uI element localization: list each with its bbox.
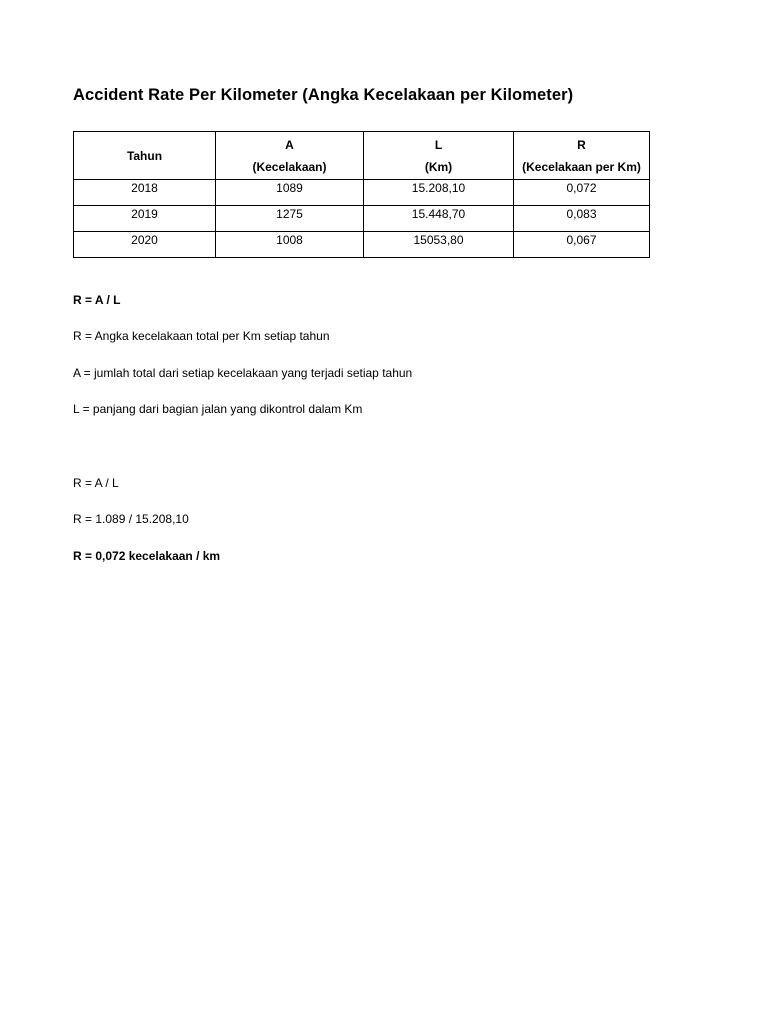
formula-line: R = A / L <box>73 293 121 307</box>
definition-l: L = panjang dari bagian jalan yang dikontrol dalam Km <box>73 402 363 416</box>
calculation-substitution: R = 1.089 / 15.208,10 <box>73 512 189 526</box>
table-row <box>74 180 650 206</box>
cell-rate: 0,083 <box>514 206 650 232</box>
header-symbol: R <box>577 137 586 152</box>
header-symbol: A <box>285 137 294 152</box>
header-label: Tahun <box>126 148 163 163</box>
calculation-result: R = 0,072 kecelakaan / km <box>73 549 221 563</box>
cell-rate: 0,067 <box>514 232 650 258</box>
cell-year: 2019 <box>74 206 216 232</box>
header-a <box>216 132 364 180</box>
page-title: Accident Rate Per Kilometer (Angka Kecelakaan per Kilometer) <box>73 86 574 104</box>
table-row <box>74 232 650 258</box>
definition-r: R = Angka kecelakaan total per Km setiap tahun <box>73 329 330 343</box>
definition-a: A = jumlah total dari setiap kecelakaan yang terjadi setiap tahun <box>73 366 413 380</box>
header-symbol: L <box>434 137 443 152</box>
cell-rate: 0,072 <box>514 180 650 206</box>
header-r <box>514 132 650 180</box>
cell-accidents: 1089 <box>216 180 364 206</box>
cell-length: 15.448,70 <box>364 206 514 232</box>
table-header-row <box>74 132 650 180</box>
cell-year: 2020 <box>74 232 216 258</box>
cell-accidents: 1275 <box>216 206 364 232</box>
cell-length: 15053,80 <box>364 232 514 258</box>
header-label: (Km) <box>424 159 453 174</box>
cell-accidents: 1008 <box>216 232 364 258</box>
cell-year: 2018 <box>74 180 216 206</box>
header-label: (Kecelakaan per Km) <box>522 159 641 174</box>
table-row <box>74 206 650 232</box>
cell-length: 15.208,10 <box>364 180 514 206</box>
header-label: (Kecelakaan) <box>252 159 327 174</box>
accident-rate-table <box>73 131 650 258</box>
header-l <box>364 132 514 180</box>
header-tahun <box>74 132 216 180</box>
calculation-formula: R = A / L <box>73 476 119 490</box>
